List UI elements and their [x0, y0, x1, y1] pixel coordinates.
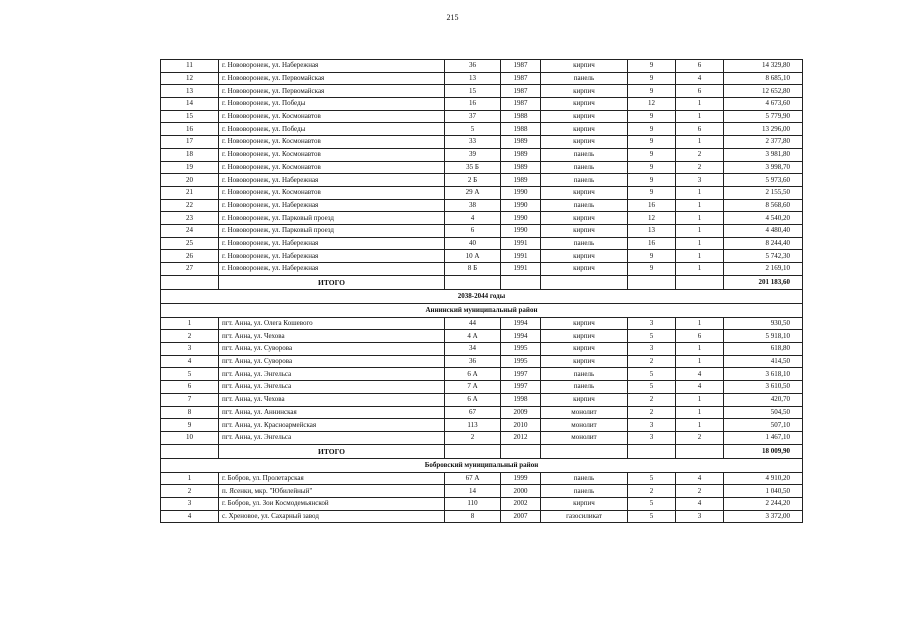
table-row [161, 330, 803, 343]
total-area-cell: 1 467,10 [724, 431, 803, 444]
wall-material-cell: кирпич [541, 497, 628, 510]
year-built-cell: 1988 [501, 110, 541, 123]
year-built-cell: 1991 [501, 237, 541, 250]
address-cell: пгт. Анна, ул. Суворова [219, 343, 445, 356]
wall-material-cell: панель [541, 148, 628, 161]
total-area-cell: 4 480,40 [724, 224, 803, 237]
floors-cell: 9 [628, 60, 676, 73]
address-cell: г. Нововоронеж, ул. Первомайская [219, 85, 445, 98]
total-area-cell: 12 652,80 [724, 85, 803, 98]
row-number-cell: 1 [161, 472, 219, 485]
entrances-cell: 1 [676, 212, 724, 225]
table-row [161, 419, 803, 432]
year-built-cell: 2012 [501, 431, 541, 444]
total-area-cell: 1 040,50 [724, 485, 803, 498]
period-row [161, 289, 803, 303]
year-built-cell: 1990 [501, 224, 541, 237]
house-number-cell: 34 [445, 343, 501, 356]
address-cell: п. Ясенки, мкр. "Юбилейный" [219, 485, 445, 498]
table-row [161, 123, 803, 136]
year-built-cell: 1987 [501, 98, 541, 111]
house-number-cell: 39 [445, 148, 501, 161]
year-built-cell: 1990 [501, 186, 541, 199]
house-number-cell: 37 [445, 110, 501, 123]
total-row [161, 444, 803, 458]
entrances-cell: 1 [676, 263, 724, 276]
wall-material-cell: панель [541, 72, 628, 85]
table-row [161, 199, 803, 212]
entrances-cell: 1 [676, 250, 724, 263]
house-number-cell: 8 Б [445, 263, 501, 276]
house-number-cell: 4 [445, 212, 501, 225]
entrances-cell: 6 [676, 123, 724, 136]
wall-material-cell: кирпич [541, 85, 628, 98]
entrances-cell: 6 [676, 60, 724, 73]
row-number-cell: 16 [161, 123, 219, 136]
row-number-cell: 12 [161, 72, 219, 85]
house-number-cell: 36 [445, 60, 501, 73]
row-number-cell: 15 [161, 110, 219, 123]
row-number-cell: 22 [161, 199, 219, 212]
wall-material-cell: кирпич [541, 98, 628, 111]
floors-cell: 5 [628, 381, 676, 394]
address-cell: пгт. Анна, ул. Энгельса [219, 368, 445, 381]
wall-material-cell: монолит [541, 431, 628, 444]
address-cell: г. Бобров, ул. Зои Космодемьянской [219, 497, 445, 510]
total-area-cell: 5 973,60 [724, 174, 803, 187]
entrances-cell: 1 [676, 237, 724, 250]
floors-cell: 5 [628, 510, 676, 523]
year-built-cell: 1999 [501, 472, 541, 485]
table-row [161, 510, 803, 523]
wall-material-cell: кирпич [541, 250, 628, 263]
house-number-cell: 6 А [445, 393, 501, 406]
year-built-cell: 1997 [501, 381, 541, 394]
wall-material-cell: кирпич [541, 343, 628, 356]
house-number-cell: 13 [445, 72, 501, 85]
floors-cell: 9 [628, 136, 676, 149]
wall-material-cell: кирпич [541, 355, 628, 368]
year-built-cell: 1994 [501, 330, 541, 343]
table-row [161, 485, 803, 498]
entrances-cell: 1 [676, 343, 724, 356]
year-built-cell: 1998 [501, 393, 541, 406]
entrances-cell: 1 [676, 419, 724, 432]
table-row [161, 497, 803, 510]
wall-material-cell: газосиликат [541, 510, 628, 523]
wall-material-cell: кирпич [541, 123, 628, 136]
wall-material-cell: панель [541, 174, 628, 187]
floors-cell: 9 [628, 148, 676, 161]
district-heading: Бобровский муниципальный район [161, 458, 803, 472]
address-cell: пгт. Анна, ул. Аннинская [219, 406, 445, 419]
total-area-cell: 14 329,80 [724, 60, 803, 73]
row-number-cell: 2 [161, 485, 219, 498]
entrances-cell: 4 [676, 368, 724, 381]
wall-material-cell: панель [541, 237, 628, 250]
total-area-cell: 414,50 [724, 355, 803, 368]
wall-material-cell: монолит [541, 419, 628, 432]
row-number-cell: 27 [161, 263, 219, 276]
entrances-cell: 2 [676, 431, 724, 444]
total-area-cell: 2 169,10 [724, 263, 803, 276]
total-area-cell: 2 244,20 [724, 497, 803, 510]
table-row [161, 431, 803, 444]
row-number-cell: 11 [161, 60, 219, 73]
district-heading: Аннинский муниципальный район [161, 303, 803, 317]
address-cell: пгт. Анна, ул. Олега Кошевого [219, 317, 445, 330]
housing-table [160, 59, 803, 523]
floors-cell: 12 [628, 98, 676, 111]
total-area-cell: 8 244,40 [724, 237, 803, 250]
year-built-cell: 1997 [501, 368, 541, 381]
row-number-cell: 8 [161, 406, 219, 419]
house-number-cell: 67 [445, 406, 501, 419]
floors-cell: 5 [628, 497, 676, 510]
year-built-cell: 1991 [501, 250, 541, 263]
total-value: 201 183,60 [724, 275, 803, 289]
floors-cell: 9 [628, 174, 676, 187]
total-area-cell: 8 685,10 [724, 72, 803, 85]
table-row [161, 263, 803, 276]
year-built-cell: 1989 [501, 136, 541, 149]
wall-material-cell: панель [541, 472, 628, 485]
district-row [161, 303, 803, 317]
wall-material-cell: кирпич [541, 224, 628, 237]
row-number-cell: 13 [161, 85, 219, 98]
address-cell: г. Нововоронеж, ул. Набережная [219, 250, 445, 263]
row-number-cell: 1 [161, 317, 219, 330]
year-built-cell: 1989 [501, 161, 541, 174]
total-area-cell: 3 610,50 [724, 381, 803, 394]
row-number-cell: 6 [161, 381, 219, 394]
year-built-cell: 1994 [501, 317, 541, 330]
floors-cell: 9 [628, 85, 676, 98]
floors-cell: 3 [628, 431, 676, 444]
row-number-cell: 20 [161, 174, 219, 187]
total-area-cell: 5 918,10 [724, 330, 803, 343]
row-number-cell: 26 [161, 250, 219, 263]
total-label: ИТОГО [219, 275, 445, 289]
floors-cell: 16 [628, 199, 676, 212]
total-row [161, 275, 803, 289]
table-row [161, 110, 803, 123]
wall-material-cell: кирпич [541, 60, 628, 73]
total-area-cell: 4 540,20 [724, 212, 803, 225]
table-row [161, 343, 803, 356]
row-number-cell: 23 [161, 212, 219, 225]
wall-material-cell: панель [541, 485, 628, 498]
total-area-cell: 8 568,60 [724, 199, 803, 212]
floors-cell: 9 [628, 250, 676, 263]
entrances-cell: 1 [676, 355, 724, 368]
address-cell: г. Нововоронеж, ул. Космонавтов [219, 110, 445, 123]
row-number-cell: 2 [161, 330, 219, 343]
address-cell: г. Нововоронеж, ул. Победы [219, 98, 445, 111]
entrances-cell: 2 [676, 148, 724, 161]
house-number-cell: 35 Б [445, 161, 501, 174]
year-built-cell: 1989 [501, 148, 541, 161]
row-number-cell: 21 [161, 186, 219, 199]
total-area-cell: 3 981,80 [724, 148, 803, 161]
floors-cell: 2 [628, 393, 676, 406]
house-number-cell: 5 [445, 123, 501, 136]
total-value: 18 009,90 [724, 444, 803, 458]
house-number-cell: 113 [445, 419, 501, 432]
table-row [161, 393, 803, 406]
entrances-cell: 1 [676, 406, 724, 419]
address-cell: пгт. Анна, ул. Чехова [219, 393, 445, 406]
table-row [161, 406, 803, 419]
table-row [161, 136, 803, 149]
address-cell: пгт. Анна, ул. Энгельса [219, 381, 445, 394]
floors-cell: 5 [628, 472, 676, 485]
entrances-cell: 1 [676, 393, 724, 406]
year-built-cell: 1990 [501, 199, 541, 212]
house-number-cell: 8 [445, 510, 501, 523]
year-built-cell: 2002 [501, 497, 541, 510]
entrances-cell: 1 [676, 317, 724, 330]
floors-cell: 12 [628, 212, 676, 225]
total-area-cell: 3 372,00 [724, 510, 803, 523]
entrances-cell: 2 [676, 485, 724, 498]
table-row [161, 60, 803, 73]
total-area-cell: 5 742,30 [724, 250, 803, 263]
row-number-cell: 7 [161, 393, 219, 406]
row-number-cell: 10 [161, 431, 219, 444]
house-number-cell: 110 [445, 497, 501, 510]
address-cell: г. Нововоронеж, ул. Первомайская [219, 72, 445, 85]
wall-material-cell: панель [541, 381, 628, 394]
address-cell: г. Нововоронеж, ул. Набережная [219, 174, 445, 187]
floors-cell: 9 [628, 186, 676, 199]
total-area-cell: 5 779,90 [724, 110, 803, 123]
total-area-cell: 4 673,60 [724, 98, 803, 111]
total-area-cell: 930,50 [724, 317, 803, 330]
address-cell: г. Нововоронеж, ул. Космонавтов [219, 186, 445, 199]
wall-material-cell: кирпич [541, 110, 628, 123]
floors-cell: 2 [628, 406, 676, 419]
address-cell: с. Хреновое, ул. Сахарный завод [219, 510, 445, 523]
table-row [161, 368, 803, 381]
house-number-cell: 2 [445, 431, 501, 444]
table-row [161, 148, 803, 161]
floors-cell: 5 [628, 368, 676, 381]
year-built-cell: 2009 [501, 406, 541, 419]
house-number-cell: 40 [445, 237, 501, 250]
address-cell: пгт. Анна, ул. Энгельса [219, 431, 445, 444]
house-number-cell: 67 А [445, 472, 501, 485]
total-area-cell: 507,10 [724, 419, 803, 432]
house-number-cell: 10 А [445, 250, 501, 263]
address-cell: г. Нововоронеж, ул. Космонавтов [219, 161, 445, 174]
total-area-cell: 2 377,80 [724, 136, 803, 149]
row-number-cell: 14 [161, 98, 219, 111]
house-number-cell: 6 [445, 224, 501, 237]
total-area-cell: 2 155,50 [724, 186, 803, 199]
year-built-cell: 1991 [501, 263, 541, 276]
table-row [161, 85, 803, 98]
house-number-cell: 36 [445, 355, 501, 368]
floors-cell: 2 [628, 355, 676, 368]
floors-cell: 13 [628, 224, 676, 237]
house-number-cell: 15 [445, 85, 501, 98]
total-area-cell: 618,80 [724, 343, 803, 356]
house-number-cell: 4 А [445, 330, 501, 343]
year-built-cell: 1987 [501, 72, 541, 85]
table-row [161, 186, 803, 199]
row-number-cell: 5 [161, 368, 219, 381]
entrances-cell: 4 [676, 472, 724, 485]
house-number-cell: 33 [445, 136, 501, 149]
address-cell: г. Нововоронеж, ул. Набережная [219, 263, 445, 276]
address-cell: г. Нововоронеж, ул. Парковый проезд [219, 224, 445, 237]
entrances-cell: 1 [676, 98, 724, 111]
address-cell: г. Нововоронеж, ул. Набережная [219, 60, 445, 73]
row-number-cell: 18 [161, 148, 219, 161]
entrances-cell: 1 [676, 110, 724, 123]
table-row [161, 224, 803, 237]
total-area-cell: 13 296,00 [724, 123, 803, 136]
total-area-cell: 420,70 [724, 393, 803, 406]
table-row [161, 212, 803, 225]
year-built-cell: 1988 [501, 123, 541, 136]
row-number-cell: 24 [161, 224, 219, 237]
house-number-cell: 16 [445, 98, 501, 111]
district-row [161, 458, 803, 472]
entrances-cell: 4 [676, 381, 724, 394]
wall-material-cell: кирпич [541, 263, 628, 276]
address-cell: пгт. Анна, ул. Красноармейская [219, 419, 445, 432]
entrances-cell: 1 [676, 224, 724, 237]
total-area-cell: 4 910,20 [724, 472, 803, 485]
row-number-cell: 9 [161, 419, 219, 432]
address-cell: г. Нововоронеж, ул. Космонавтов [219, 136, 445, 149]
year-built-cell: 1989 [501, 174, 541, 187]
floors-cell: 3 [628, 317, 676, 330]
wall-material-cell: монолит [541, 406, 628, 419]
floors-cell: 2 [628, 485, 676, 498]
floors-cell: 3 [628, 343, 676, 356]
row-number-cell: 19 [161, 161, 219, 174]
entrances-cell: 4 [676, 497, 724, 510]
row-number-cell: 4 [161, 510, 219, 523]
wall-material-cell: панель [541, 199, 628, 212]
year-built-cell: 1987 [501, 60, 541, 73]
floors-cell: 5 [628, 330, 676, 343]
entrances-cell: 3 [676, 510, 724, 523]
address-cell: г. Нововоронеж, ул. Набережная [219, 237, 445, 250]
total-area-cell: 3 618,10 [724, 368, 803, 381]
address-cell: г. Бобров, ул. Пролетарская [219, 472, 445, 485]
address-cell: г. Нововоронеж, ул. Набережная [219, 199, 445, 212]
entrances-cell: 4 [676, 72, 724, 85]
total-area-cell: 504,50 [724, 406, 803, 419]
year-built-cell: 2007 [501, 510, 541, 523]
entrances-cell: 3 [676, 174, 724, 187]
address-cell: пгт. Анна, ул. Суворова [219, 355, 445, 368]
house-number-cell: 14 [445, 485, 501, 498]
row-number-cell: 17 [161, 136, 219, 149]
year-built-cell: 1995 [501, 343, 541, 356]
floors-cell: 9 [628, 161, 676, 174]
year-built-cell: 2000 [501, 485, 541, 498]
house-number-cell: 29 А [445, 186, 501, 199]
entrances-cell: 1 [676, 199, 724, 212]
wall-material-cell: панель [541, 161, 628, 174]
address-cell: г. Нововоронеж, ул. Парковый проезд [219, 212, 445, 225]
wall-material-cell: кирпич [541, 330, 628, 343]
table-row [161, 161, 803, 174]
table-row [161, 472, 803, 485]
year-built-cell: 1990 [501, 212, 541, 225]
entrances-cell: 1 [676, 186, 724, 199]
total-label: ИТОГО [219, 444, 445, 458]
floors-cell: 9 [628, 110, 676, 123]
wall-material-cell: кирпич [541, 212, 628, 225]
floors-cell: 9 [628, 123, 676, 136]
floors-cell: 9 [628, 263, 676, 276]
wall-material-cell: панель [541, 368, 628, 381]
floors-cell: 16 [628, 237, 676, 250]
wall-material-cell: кирпич [541, 317, 628, 330]
house-number-cell: 2 Б [445, 174, 501, 187]
entrances-cell: 1 [676, 136, 724, 149]
wall-material-cell: кирпич [541, 136, 628, 149]
table-row [161, 250, 803, 263]
page-number: 215 [446, 13, 459, 22]
row-number-cell: 3 [161, 343, 219, 356]
house-number-cell: 44 [445, 317, 501, 330]
house-number-cell: 38 [445, 199, 501, 212]
table-row [161, 237, 803, 250]
year-built-cell: 1995 [501, 355, 541, 368]
table-row [161, 317, 803, 330]
wall-material-cell: кирпич [541, 186, 628, 199]
entrances-cell: 6 [676, 330, 724, 343]
floors-cell: 9 [628, 72, 676, 85]
address-cell: г. Нововоронеж, ул. Космонавтов [219, 148, 445, 161]
address-cell: пгт. Анна, ул. Чехова [219, 330, 445, 343]
house-number-cell: 6 А [445, 368, 501, 381]
floors-cell: 3 [628, 419, 676, 432]
table-row [161, 98, 803, 111]
entrances-cell: 6 [676, 85, 724, 98]
table-row [161, 355, 803, 368]
house-number-cell: 7 А [445, 381, 501, 394]
year-built-cell: 1987 [501, 85, 541, 98]
period-heading: 2038-2044 годы [161, 289, 803, 303]
row-number-cell: 4 [161, 355, 219, 368]
table-row [161, 174, 803, 187]
entrances-cell: 2 [676, 161, 724, 174]
total-area-cell: 3 998,70 [724, 161, 803, 174]
wall-material-cell: кирпич [541, 393, 628, 406]
row-number-cell: 3 [161, 497, 219, 510]
address-cell: г. Нововоронеж, ул. Победы [219, 123, 445, 136]
table-body [161, 60, 803, 523]
row-number-cell: 25 [161, 237, 219, 250]
table-row [161, 381, 803, 394]
year-built-cell: 2010 [501, 419, 541, 432]
table-row [161, 72, 803, 85]
